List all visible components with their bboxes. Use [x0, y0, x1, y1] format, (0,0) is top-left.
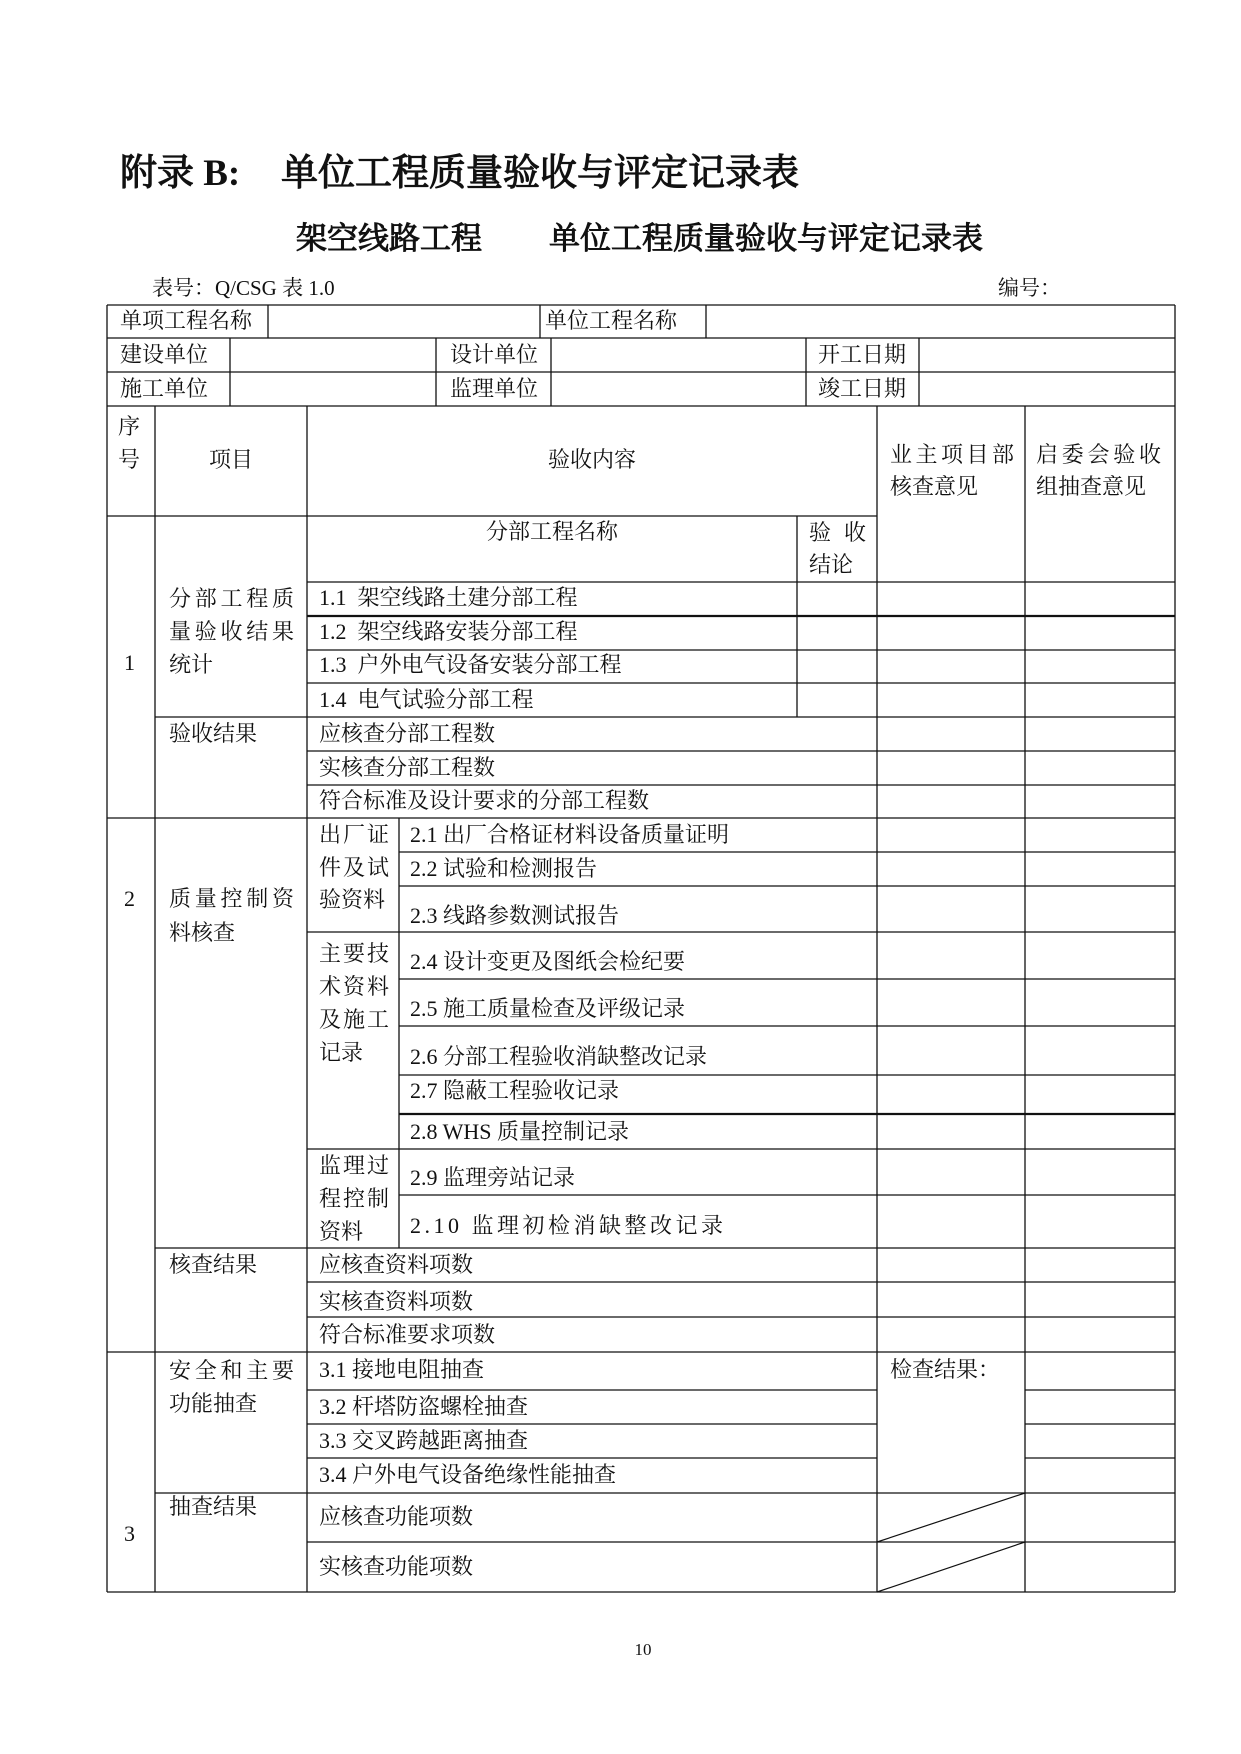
section-1-content-header: 分部工程名称 [486, 519, 619, 544]
section-2-entry: 2.6 分部工程验收消缺整改记录 [410, 1044, 708, 1069]
section-2-result-row: 实核查资料项数 [319, 1289, 474, 1314]
section-2-group-label: 主要技术资料及施工记录 [319, 941, 389, 1065]
page-number: 10 [634, 1640, 652, 1659]
section-2-entry: 2.10 监理初检消缺整改记录 [410, 1213, 727, 1238]
section-2-group-label: 监理过程控制资料 [319, 1153, 389, 1244]
section-2-seq: 2 [124, 886, 135, 911]
section-1-result-row: 实核查分部工程数 [319, 755, 496, 780]
form-subtitle-project: 架空线路工程 [296, 221, 482, 256]
appendix-label: 附录 B: [120, 153, 241, 194]
section-1-entry: 1.4 电气试验分部工程 [319, 687, 534, 712]
section-3-result-row: 实核查功能项数 [319, 1554, 474, 1579]
section-2-entry: 2.5 施工质量检查及评级记录 [410, 996, 686, 1021]
column-header-owner-opinion: 业主项目部核查意见 [890, 442, 1014, 499]
label-start-date: 开工日期 [818, 342, 907, 367]
section-3-entry: 3.4 户外电气设备绝缘性能抽查 [319, 1462, 617, 1487]
section-2-entry: 2.4 设计变更及图纸会检纪要 [410, 949, 686, 974]
column-header-content: 验收内容 [548, 447, 637, 472]
label-supervisor: 监理单位 [450, 376, 539, 401]
section-2-entry: 2.1 出厂合格证材料设备质量证明 [410, 822, 730, 847]
section-1-entry: 1.1 架空线路土建分部工程 [319, 585, 578, 610]
section-3-entry: 3.3 交叉跨越距离抽查 [319, 1428, 529, 1453]
section-2-entry: 2.2 试验和检测报告 [410, 856, 598, 881]
column-header-seq: 序号 [118, 414, 141, 472]
form-number: 表号：Q/CSG 表 1.0 [152, 276, 335, 300]
section-2-result-row: 符合标准要求项数 [319, 1322, 496, 1347]
label-design-unit: 设计单位 [450, 342, 539, 367]
section-1-result-row: 符合标准及设计要求的分部工程数 [319, 788, 650, 813]
section-1-seq: 1 [124, 650, 135, 675]
section-3-entry: 3.1 接地电阻抽查 [319, 1357, 485, 1382]
section-2-entry: 2.7 隐蔽工程验收记录 [410, 1078, 620, 1103]
serial-number-label: 编号： [998, 276, 1061, 300]
section-2-group-label: 出厂证件及试验资料 [319, 822, 389, 912]
form-subtitle-title: 单位工程质量验收与评定记录表 [549, 221, 983, 256]
section-1-entry: 1.2 架空线路安装分部工程 [319, 619, 578, 644]
label-sub-project-name: 单项工程名称 [120, 308, 253, 333]
label-completion-date: 竣工日期 [818, 376, 907, 401]
section-2-item: 质量控制资料核查 [169, 886, 294, 945]
section-1-entry: 1.3 户外电气设备安装分部工程 [319, 652, 622, 677]
section-2-entry: 2.3 线路参数测试报告 [410, 903, 620, 928]
column-header-committee-opinion: 启委会验收组抽查意见 [1036, 442, 1161, 499]
label-builder: 施工单位 [120, 376, 209, 401]
section-2-result-label: 核查结果 [169, 1252, 258, 1277]
label-unit-project-name: 单位工程名称 [545, 308, 678, 333]
label-construction-unit: 建设单位 [120, 342, 209, 367]
section-3-result-label: 抽查结果 [169, 1494, 258, 1519]
appendix-title: 单位工程质量验收与评定记录表 [281, 153, 799, 194]
column-header-item: 项目 [209, 447, 254, 472]
section-1-result-row: 应核查分部工程数 [319, 721, 496, 746]
section-3-result-row: 应核查功能项数 [319, 1504, 474, 1529]
section-2-entry: 2.8 WHS 质量控制记录 [410, 1119, 629, 1144]
section-2-entry: 2.9 监理旁站记录 [410, 1165, 576, 1190]
section-1-item: 分部工程质量验收结果统计 [169, 586, 294, 677]
section-3-entry: 3.2 杆塔防盗螺栓抽查 [319, 1394, 529, 1419]
section-3-seq: 3 [124, 1521, 135, 1546]
section-1-conclusion-header: 验收结论 [809, 520, 866, 577]
section-3-check-result-label: 检查结果： [890, 1357, 1001, 1382]
section-2-result-row: 应核查资料项数 [319, 1252, 474, 1277]
section-1-result-label: 验收结果 [169, 721, 258, 746]
section-3-item: 安全和主要功能抽查 [169, 1358, 294, 1416]
